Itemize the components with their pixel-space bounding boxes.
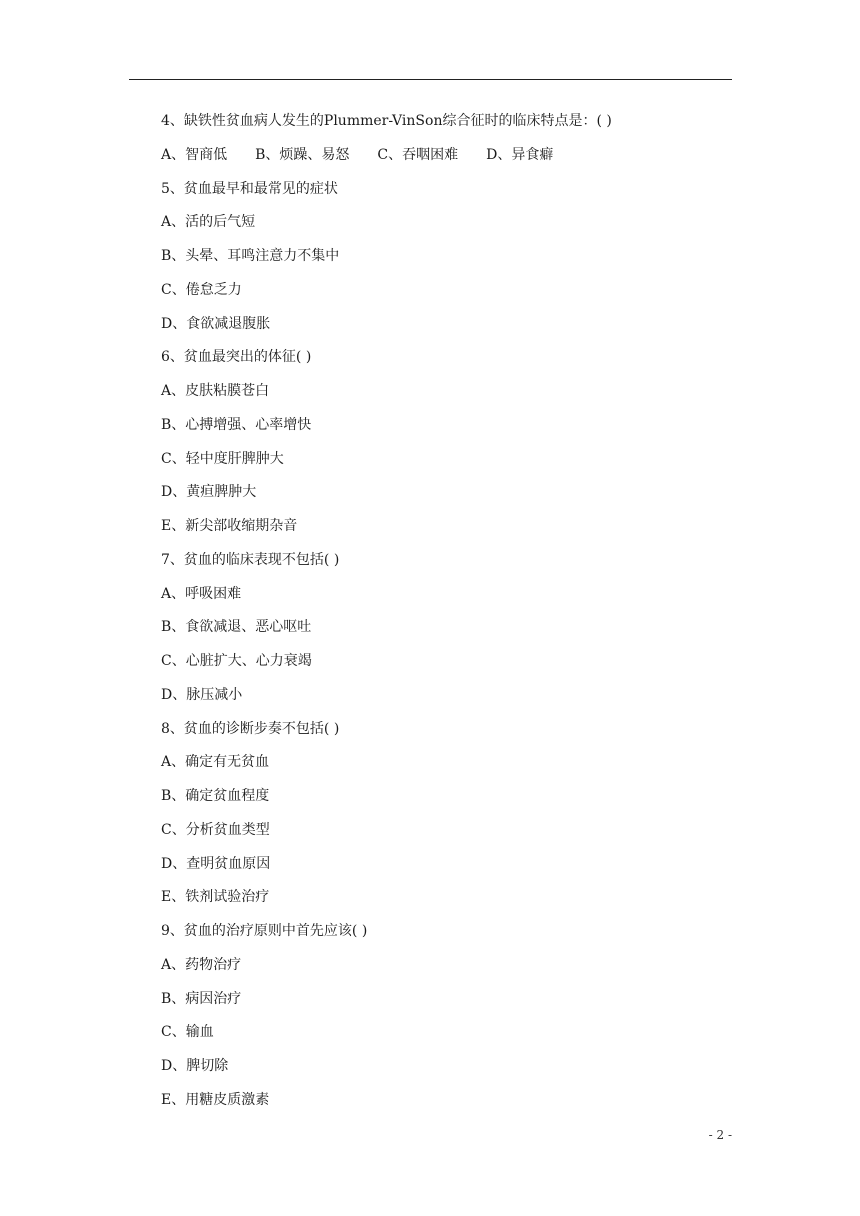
option-a: A、皮肤粘膜苍白 (161, 383, 270, 399)
option-c: C、吞咽困难 (377, 146, 459, 163)
header-rule (129, 79, 732, 80)
option-a: A、活的后气短 (161, 214, 256, 231)
question-stem: 4、缺铁性贫血病人发生的Plummer-VinSon综合征时的临床特点是：( ) (161, 113, 612, 129)
option-c: C、倦怠乏力 (161, 281, 242, 298)
option-c: C、心脏扩大、心力衰竭 (161, 653, 312, 669)
option-row (161, 142, 732, 176)
option-c: C、输血 (161, 1024, 214, 1041)
option-d: D、食欲减退腹胀 (161, 315, 271, 332)
option-c: C、分析贫血类型 (161, 821, 270, 838)
question-stem: 6、贫血最突出的体征( ) (161, 349, 312, 366)
option-c: C、轻中度肝脾肿大 (161, 450, 284, 467)
option-b: B、食欲减退、恶心呕吐 (161, 619, 312, 636)
option-d: D、查明贫血原因 (161, 855, 271, 872)
option-a: A、确定有无贫血 (161, 754, 270, 771)
option-e: E、用糖皮质激素 (161, 1091, 270, 1108)
option-b: B、烦躁、易怒 (255, 146, 350, 163)
option-d: D、黄疸脾肿大 (161, 484, 257, 501)
question-stem: 8、贫血的诊断步奏不包括( ) (161, 720, 340, 737)
question-list (161, 108, 732, 1121)
option-e: E、铁剂试验治疗 (161, 889, 270, 906)
option-d: D、脉压减小 (161, 686, 243, 703)
option-a: A、呼吸困难 (161, 585, 242, 602)
option-e: E、新尖部收缩期杂音 (161, 518, 298, 534)
question-stem: 5、贫血最早和最常见的症状 (161, 180, 338, 197)
question-stem: 7、贫血的临床表现不包括( ) (161, 551, 340, 568)
option-b: B、病因治疗 (161, 990, 242, 1007)
page-number: - 2 - (708, 1128, 732, 1142)
option-b: B、确定贫血程度 (161, 788, 270, 804)
question-stem: 9、贫血的治疗原则中首先应该( ) (161, 923, 368, 939)
option-a: A、药物治疗 (161, 956, 242, 973)
option-b: B、头晕、耳鸣注意力不集中 (161, 248, 340, 264)
option-b: B、心搏增强、心率增快 (161, 416, 312, 433)
option-d: D、脾切除 (161, 1058, 229, 1074)
option-d: D、异食癖 (486, 146, 554, 163)
option-a: A、智商低 (161, 146, 228, 163)
